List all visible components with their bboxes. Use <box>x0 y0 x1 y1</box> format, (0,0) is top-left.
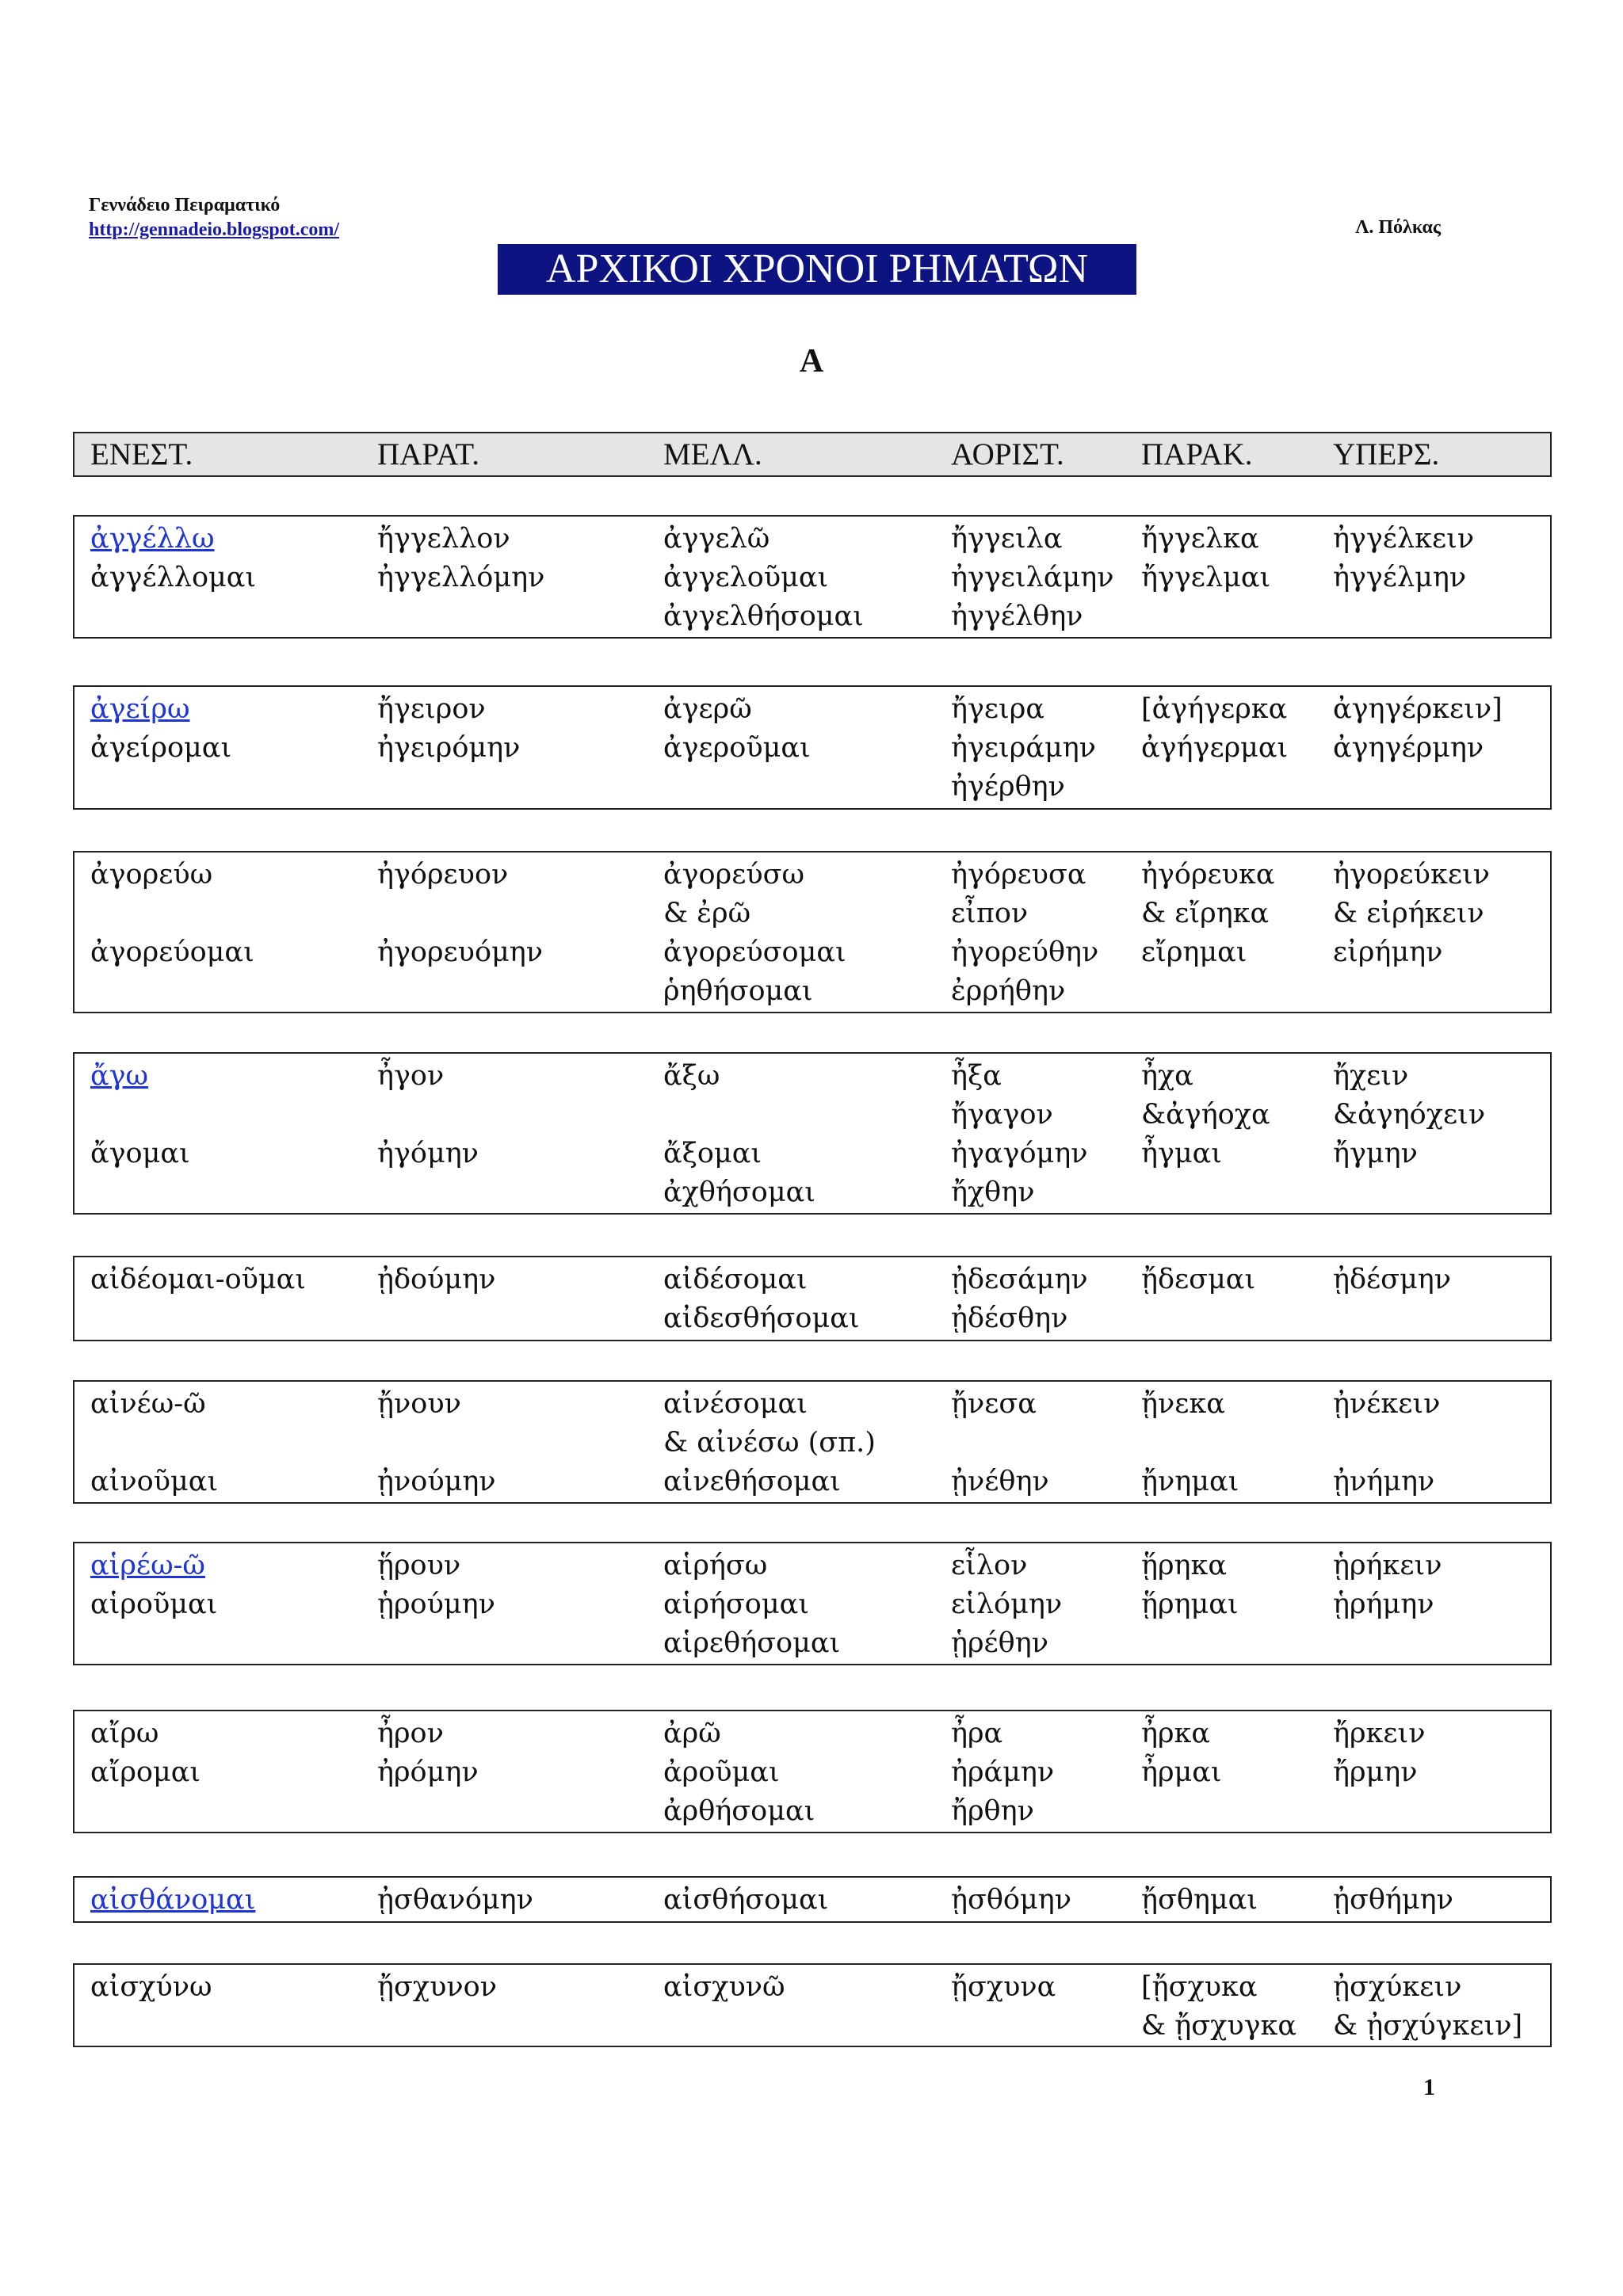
verb-form: & ᾐσχύγκειν] <box>1333 2010 1523 2042</box>
verb-form: αἰσχυνῶ <box>663 1971 785 2003</box>
verb-form: ἠγόρευσα <box>951 859 1086 891</box>
verb-form: ᾐσθόμην <box>951 1884 1071 1916</box>
verb-form: ἄξομαι <box>663 1138 762 1169</box>
verb-form: εἱλόμην <box>951 1589 1063 1620</box>
verb-form: ᾐσθήμην <box>1333 1884 1453 1916</box>
verb-table <box>73 1963 1552 2047</box>
verb-form: ᾑρήκειν <box>1333 1550 1442 1581</box>
verb-form: ᾔνεσα <box>951 1388 1037 1420</box>
blog-link[interactable]: http://gennadeio.blogspot.com/ <box>89 219 340 240</box>
verb-form: ἠράμην <box>951 1756 1055 1788</box>
verb-form: ᾑρέθην <box>951 1627 1048 1659</box>
verb-link[interactable]: αἰσθάνομαι <box>90 1884 256 1916</box>
verb-form: ἠγγέλμην <box>1333 562 1467 593</box>
verb-form: ἤχειν <box>1333 1060 1409 1092</box>
verb-table <box>73 515 1552 639</box>
verb-form: ᾔσχυνα <box>951 1971 1056 2003</box>
verb-form: ἀγερῶ <box>663 693 752 725</box>
verb-table <box>73 1256 1552 1341</box>
column-header: ΠΑΡΑΚ. <box>1141 437 1253 471</box>
verb-form: αἱρήσω <box>663 1550 768 1581</box>
page-number: 1 <box>1423 2074 1435 2100</box>
verb-form: ᾑρούμην <box>377 1589 495 1620</box>
verb-form: ᾐνέκειν <box>1333 1388 1441 1420</box>
verb-form: ἠγορεύθην <box>951 936 1099 968</box>
verb-form: αἰδεσθήσομαι <box>663 1302 860 1334</box>
verb-form: ἦγον <box>377 1060 445 1092</box>
verb-form: ἠγειράμην <box>951 732 1096 764</box>
verb-form: ἄγομαι <box>90 1138 190 1169</box>
verb-form: [ᾔσχυκα <box>1141 1971 1258 2003</box>
verb-form: ἤγμην <box>1333 1138 1418 1169</box>
verb-form: εἴρημαι <box>1141 936 1247 968</box>
verb-form: ᾔνημαι <box>1141 1466 1239 1497</box>
verb-form: ἦχα <box>1141 1060 1193 1092</box>
verb-form: ἀρῶ <box>663 1718 721 1749</box>
verb-table <box>73 1876 1552 1923</box>
verb-form: ᾐνούμην <box>377 1466 496 1497</box>
verb-form: ἦρον <box>377 1718 444 1749</box>
verb-form: ᾐδέσμην <box>1333 1264 1452 1295</box>
verb-form: ἠγορεύκειν <box>1333 859 1490 891</box>
verb-table <box>73 1710 1552 1833</box>
verb-form: ἠγγέλθην <box>951 601 1083 632</box>
verb-form: ἀρθήσομαι <box>663 1795 815 1827</box>
verb-form: ἀγήγερμαι <box>1141 732 1289 764</box>
verb-form: ἠγορευόμην <box>377 936 544 968</box>
verb-form: ᾐσχύκειν <box>1333 1971 1462 2003</box>
verb-form: ᾔνουν <box>377 1388 461 1420</box>
verb-form: ἤρθην <box>951 1795 1034 1827</box>
verb-table <box>73 1052 1552 1215</box>
school-name: Γεννάδειο Πειραματικό <box>89 195 281 215</box>
verb-form: ᾕρημαι <box>1141 1589 1239 1620</box>
verb-form: ἀγείρομαι <box>90 732 232 764</box>
verb-form: ᾐδεσάμην <box>951 1264 1088 1295</box>
verb-form: αἰνέω-ῶ <box>90 1388 206 1420</box>
verb-form: ἐρρήθην <box>951 975 1066 1007</box>
verb-form: ἀγγέλλομαι <box>90 562 257 593</box>
verb-table <box>73 1542 1552 1665</box>
verb-form: ἤγγελλον <box>377 523 510 555</box>
verb-form: ἠγόμην <box>377 1138 479 1169</box>
verb-link[interactable]: αἱρέω-ῶ <box>90 1550 205 1581</box>
section-letter: Α <box>799 343 824 379</box>
verb-form: ᾐδέσθην <box>951 1302 1068 1334</box>
verb-form: ἀγορεύσομαι <box>663 936 846 968</box>
verb-form: ᾔσχυνον <box>377 1971 497 2003</box>
verb-form: & ᾔσχυγκα <box>1141 2010 1297 2042</box>
verb-table <box>73 1380 1552 1504</box>
verb-form: [ἀγήγερκα <box>1141 693 1288 725</box>
verb-form: ἀγηγέρμην <box>1333 732 1484 764</box>
verb-form: αἰνοῦμαι <box>90 1466 219 1497</box>
verb-form: ἤγαγον <box>951 1099 1053 1131</box>
column-header: ΜΕΛΛ. <box>663 437 762 471</box>
verb-form: ἀγηγέρκειν] <box>1333 693 1503 725</box>
verb-form: ἤγγελκα <box>1141 523 1259 555</box>
verb-form: εἰρήμην <box>1333 936 1443 968</box>
verb-form: ᾐδούμην <box>377 1264 496 1295</box>
verb-form: ἠγόρευκα <box>1141 859 1275 891</box>
page-title: ΑΡΧΙΚΟΙ ΧΡΟΝΟΙ ΡΗΜΑΤΩΝ <box>498 244 1136 295</box>
verb-form: εἷλον <box>951 1550 1028 1581</box>
verb-form: ἤγγειλα <box>951 523 1063 555</box>
verb-form: ἀγορεύσω <box>663 859 805 891</box>
verb-form: ἠγαγόμην <box>951 1138 1088 1169</box>
verb-form: & ἐρῶ <box>663 898 751 929</box>
verb-form: αἱρεθήσομαι <box>663 1627 841 1659</box>
verb-form: ᾔδεσμαι <box>1141 1264 1256 1295</box>
verb-form: ἤχθην <box>951 1177 1035 1208</box>
verb-form: ἀγεροῦμαι <box>663 732 811 764</box>
column-header-row <box>73 432 1552 477</box>
verb-form: αἱρήσομαι <box>663 1589 809 1620</box>
verb-form: ᾐσθανόμην <box>377 1884 533 1916</box>
verb-form: ἀγγελῶ <box>663 523 770 555</box>
column-header: ΥΠΕΡΣ. <box>1333 437 1440 471</box>
verb-form: αἰδέσομαι <box>663 1264 808 1295</box>
verb-link[interactable]: ἀγγέλλω <box>90 523 215 555</box>
verb-form: ἀροῦμαι <box>663 1756 780 1788</box>
verb-form: ἤγειρα <box>951 693 1044 725</box>
verb-form: αἰνέσομαι <box>663 1388 808 1420</box>
verb-form: ἠγόρευον <box>377 859 509 891</box>
verb-form: ἠγέρθην <box>951 771 1065 803</box>
column-header: ΠΑΡΑΤ. <box>377 437 480 471</box>
verb-link[interactable]: ἄγω <box>90 1060 149 1092</box>
verb-form: ἦγμαι <box>1141 1138 1222 1169</box>
verb-form: ἠγειρόμην <box>377 732 521 764</box>
verb-form: ἤγειρον <box>377 693 486 725</box>
verb-form: αἱροῦμαι <box>90 1589 218 1620</box>
verb-form: ἀγγελοῦμαι <box>663 562 829 593</box>
verb-form: & εἴρηκα <box>1141 898 1270 929</box>
verb-form: ἀγορεύομαι <box>90 936 254 968</box>
verb-form: ἠγγέλκειν <box>1333 523 1475 555</box>
verb-form: αἴρομαι <box>90 1756 201 1788</box>
verb-form: ἦρκα <box>1141 1718 1211 1749</box>
verb-table <box>73 685 1552 810</box>
verb-form: ᾐνήμην <box>1333 1466 1435 1497</box>
verb-form: ᾕρουν <box>377 1550 461 1581</box>
verb-form: ᾔνεκα <box>1141 1388 1225 1420</box>
verb-form: αἴρω <box>90 1718 159 1749</box>
verb-form: &ἀγήοχα <box>1141 1099 1270 1131</box>
verb-form: ἤρκειν <box>1333 1718 1426 1749</box>
verb-form: ᾕρηκα <box>1141 1550 1228 1581</box>
author-name: Λ. Πόλκας <box>1355 217 1441 238</box>
verb-form: ᾐνέθην <box>951 1466 1049 1497</box>
verb-form: ἦρα <box>951 1718 1003 1749</box>
verb-form: ἦξα <box>951 1060 1002 1092</box>
verb-form: αἰδέομαι-οῦμαι <box>90 1264 307 1295</box>
verb-form: ἠγγελλόμην <box>377 562 545 593</box>
verb-form: ἀγγελθήσομαι <box>663 601 864 632</box>
verb-form: & εἰρήκειν <box>1333 898 1484 929</box>
document-header <box>89 193 339 242</box>
verb-form: &ἀγηόχειν <box>1333 1099 1486 1131</box>
column-header: ΕΝΕΣΤ. <box>90 437 193 471</box>
verb-form: ἤγγελμαι <box>1141 562 1271 593</box>
verb-form: ἤρμην <box>1333 1756 1418 1788</box>
verb-form: ἄξω <box>663 1060 720 1092</box>
verb-form: ἀχθήσομαι <box>663 1177 815 1208</box>
verb-form: ἦρμαι <box>1141 1756 1222 1788</box>
verb-form: & αἰνέσω (σπ.) <box>663 1427 876 1459</box>
verb-form: ἠρόμην <box>377 1756 479 1788</box>
verb-form: αἰνεθήσομαι <box>663 1466 841 1497</box>
verb-form: ᾔσθημαι <box>1141 1884 1258 1916</box>
verb-form: αἰσθήσομαι <box>663 1884 829 1916</box>
verb-link[interactable]: ἀγείρω <box>90 693 190 725</box>
verb-form: ᾑρήμην <box>1333 1589 1434 1620</box>
verb-form: ἠγγειλάμην <box>951 562 1114 593</box>
verb-table <box>73 851 1552 1013</box>
verb-form: ῥηθήσομαι <box>663 975 813 1007</box>
verb-form: αἰσχύνω <box>90 1971 212 2003</box>
column-header: ΑΟΡΙΣΤ. <box>951 437 1064 471</box>
verb-form: ἀγορεύω <box>90 859 213 891</box>
verb-form: εἶπον <box>951 898 1029 929</box>
